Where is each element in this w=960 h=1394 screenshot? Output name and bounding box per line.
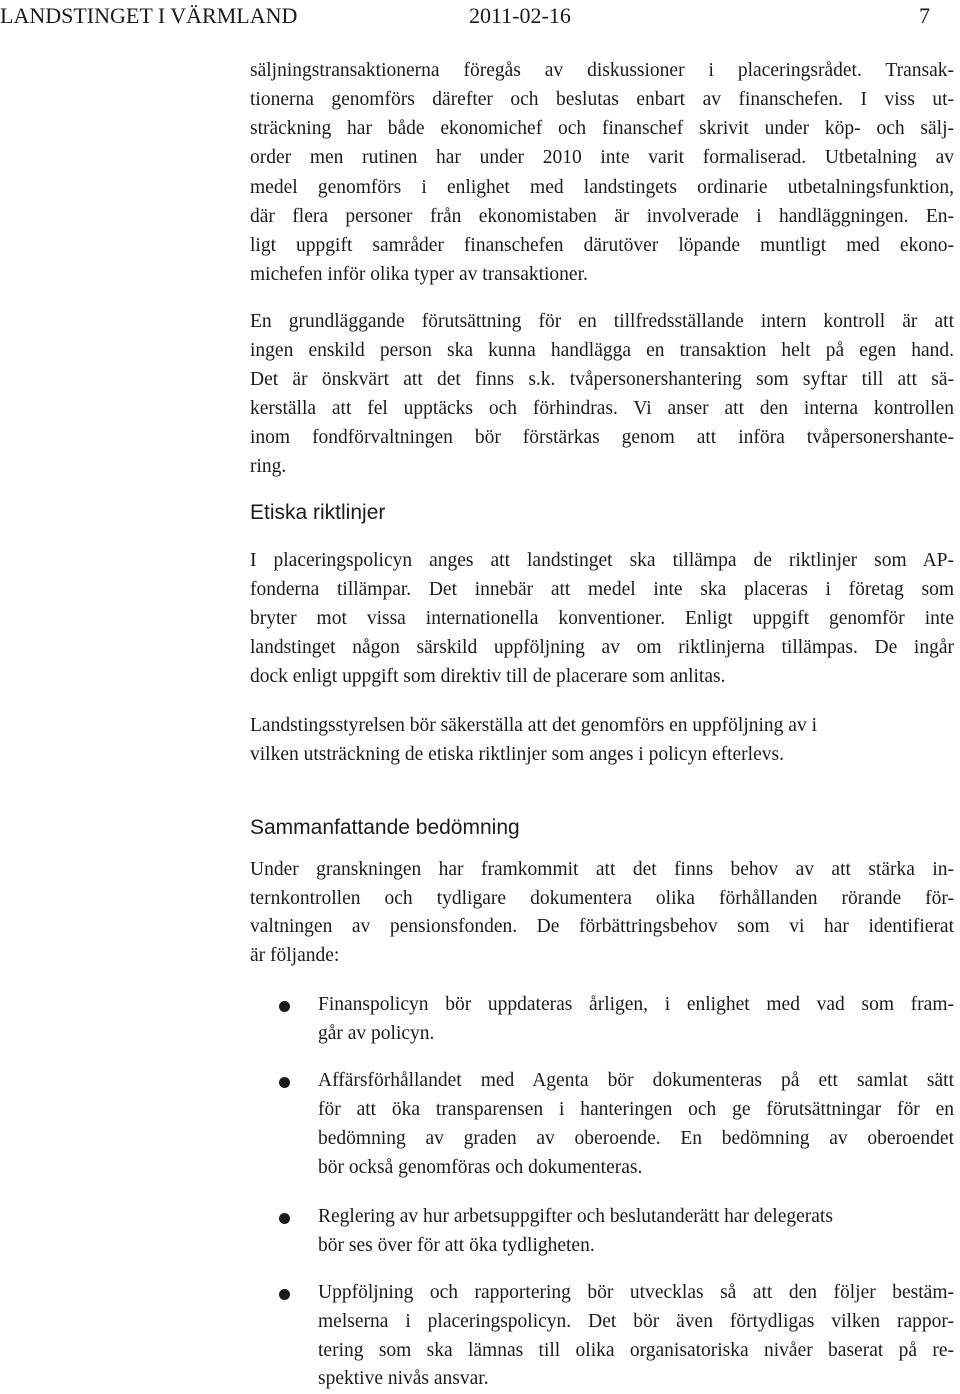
text-line: En grundläggande förutsättning för en tillfredsställande intern kontroll är att [250,311,954,332]
text-line: kerställa att fel upptäcks och förhindras. Vi anser att den interna kontrollen [250,398,954,419]
text-line: tionerna genomförs därefter och beslutas enbart av finanschefen. I viss ut- [250,89,954,110]
text-line: spektive nivås ansvar. [318,1368,489,1389]
text-line: Uppföljning och rapportering bör utvecklas så att den följer bestäm- [318,1282,954,1303]
text-line: michefen inför olika typer av transaktioner. [250,264,588,285]
text-line: sträckning har både ekonomichef och finanschef skrivit under köp- och sälj- [250,118,954,139]
text-line: dock enligt uppgift som direktiv till de placerare som anlitas. [250,666,726,687]
header-title: LANDSTINGET I VÄRMLAND [0,3,298,28]
text-line: Under granskningen har framkommit att det finns behov av att stärka in- [250,859,954,880]
text-line: valtningen av pensionsfonden. De förbättringsbehov som vi har identifierat [250,916,954,937]
text-line: är följande: [250,945,340,966]
text-line: I placeringspolicyn anges att landstinget ska tillämpa de riktlinjer som AP- [250,550,954,571]
text-line: Finanspolicyn bör uppdateras årligen, i enlighet med vad som fram- [318,994,954,1015]
page-number: 7 [919,3,930,28]
bullet-icon [279,1077,290,1088]
text-line: landstinget någon särskild uppföljning av om riktlinjerna tillämpas. De ingår [250,637,954,658]
text-line: Landstingsstyrelsen bör säkerställa att det genomförs en uppföljning av i [250,715,817,736]
text-line: ternkontrollen och tydligare dokumentera olika förhållanden rörande för- [250,888,954,909]
text-line: säljningstransaktionerna föregås av diskussioner i placeringsrådet. Transak- [250,60,954,81]
text-line: ligt uppgift samråder finanschefen därutöver löpande muntligt med ekono- [250,235,954,256]
header-date: 2011-02-16 [469,3,571,28]
text-line: där flera personer från ekonomistaben är involverade i handläggningen. En- [250,206,954,227]
text-line: inom fondförvaltningen bör förstärkas genom att införa tvåpersonershante- [250,427,954,448]
text-line: vilken utsträckning de etiska riktlinjer som anges i policyn efterlevs. [250,744,784,765]
bullet-icon [279,1001,290,1012]
text-line: ingen enskild person ska kunna handlägga en transaktion helt på egen hand. [250,340,954,361]
section-heading-summary: Sammanfattande bedömning [250,816,520,839]
text-line: bör också genomföras och dokumenteras. [318,1157,643,1178]
text-line: tering som ska lämnas till olika organisatoriska nivåer baserat på re- [318,1340,954,1361]
text-line: ring. [250,456,287,477]
text-line: bör ses över för att öka tydligheten. [318,1235,595,1256]
page-header [0,0,930,32]
text-line: bryter mot vissa internationella konventioner. Enligt uppgift genomför inte [250,608,954,629]
text-line: går av policyn. [318,1023,435,1044]
text-line: fonderna tillämpar. Det innebär att medel inte ska placeras i företag som [250,579,954,600]
text-line: order men rutinen har under 2010 inte varit formaliserad. Utbetalning av [250,147,954,168]
section-heading-ethics: Etiska riktlinjer [250,501,386,524]
text-line: medel genomförs i enlighet med landstingets ordinarie utbetalningsfunktion, [250,177,954,198]
text-line: för att öka transparensen i hanteringen och ge förutsättningar för en [318,1099,954,1120]
text-line: Affärsförhållandet med Agenta bör dokumenteras på ett samlat sätt [318,1070,954,1091]
text-line: Reglering av hur arbetsuppgifter och beslutanderätt har delegerats [318,1206,833,1227]
text-line: bedömning av graden av oberoende. En bedömning av oberoendet [318,1128,954,1149]
text-line: melserna i placeringspolicyn. Det bör även förtydligas vilken rappor- [318,1311,954,1332]
bullet-icon [279,1213,290,1224]
bullet-icon [279,1289,290,1300]
text-line: Det är önskvärt att det finns s.k. tvåpersonershantering som syftar till att sä- [250,369,954,390]
